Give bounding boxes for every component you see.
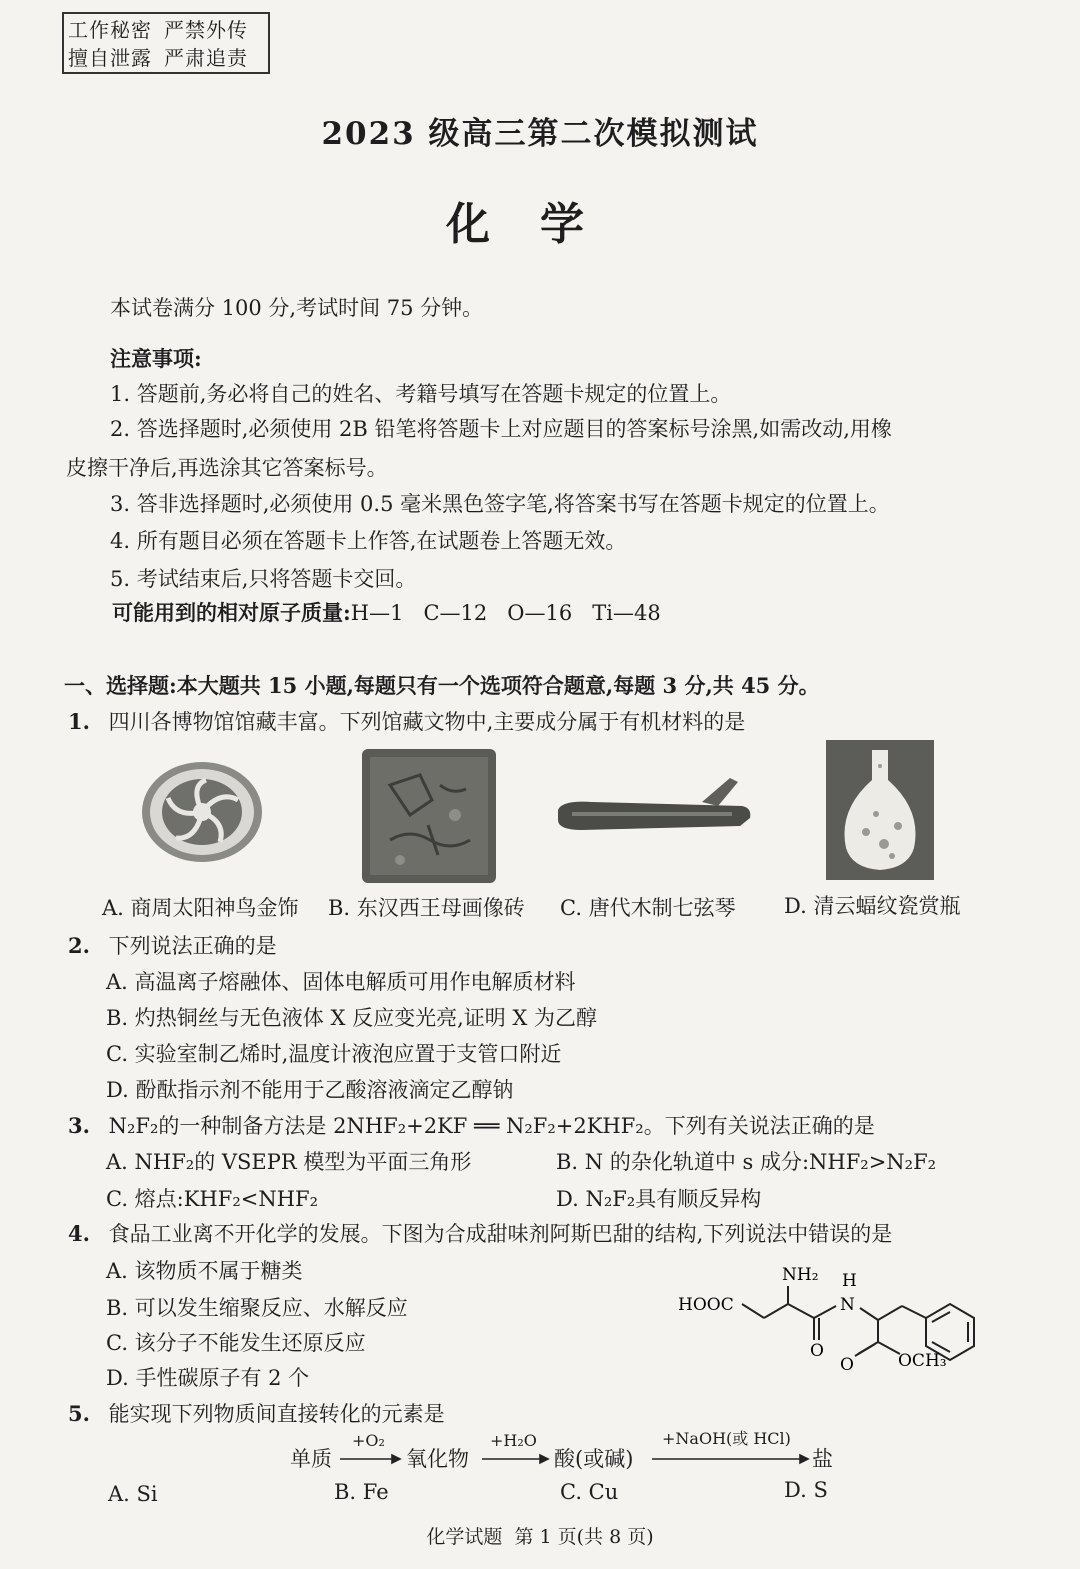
question-stem: 下列说法正确的是 xyxy=(108,934,277,958)
qing-porcelain-vase-image xyxy=(826,740,934,880)
nh2-label: NH₂ xyxy=(782,1265,819,1285)
hooc-label: HOOC xyxy=(678,1295,734,1315)
option-b: B. 可以发生缩聚反应、水解反应 xyxy=(106,1296,408,1320)
notes-title: 注意事项: xyxy=(110,346,202,371)
option-d: D. S xyxy=(784,1478,828,1502)
stamp-text: 工作秘密 xyxy=(68,18,152,42)
note-item: 4. 所有题目必须在答题卡上作答,在试题卷上答题无效。 xyxy=(110,529,627,553)
option-a: A. 该物质不属于糖类 xyxy=(106,1259,303,1283)
carbonyl-o-label: O xyxy=(810,1341,824,1361)
option-c: C. 熔点:KHF₂<NHF₂ xyxy=(106,1187,319,1211)
chain-species: 单质 xyxy=(290,1447,332,1471)
aspartame-structure xyxy=(672,1256,1012,1386)
question-stem: 食品工业离不开化学的发展。下图为合成甜味剂阿斯巴甜的结构,下列说法中错误的是 xyxy=(108,1222,893,1246)
question-number: 1. xyxy=(68,709,90,734)
question-stem: 四川各博物馆馆藏丰富。下列馆藏文物中,主要成分属于有机材料的是 xyxy=(108,710,746,734)
option-b: B. Fe xyxy=(334,1480,389,1504)
option-d: D. N₂F₂具有顺反异构 xyxy=(556,1187,762,1211)
question-number: 4. xyxy=(68,1221,90,1246)
stamp-text: 擅自泄露 xyxy=(68,46,152,70)
note-item: 1. 答题前,务必将自己的姓名、考籍号填写在答题卡规定的位置上。 xyxy=(110,382,732,406)
option-d: D. 清云蝠纹瓷赏瓶 xyxy=(784,894,961,918)
n-label: N xyxy=(840,1295,855,1315)
question-5 xyxy=(68,1398,445,1428)
option-b: B. 东汉西王母画像砖 xyxy=(328,896,525,920)
reagent-label: +O₂ xyxy=(352,1431,385,1450)
intro-text: 本试卷满分 100 分,考试时间 75 分钟。 xyxy=(110,296,484,320)
option-a: A. Si xyxy=(108,1482,158,1506)
note-item-cont: 皮擦干净后,再选涂其它答案标号。 xyxy=(66,456,388,480)
ester-o-label: O xyxy=(840,1355,854,1375)
h-label: H xyxy=(842,1271,857,1291)
och3-label: OCH₃ xyxy=(898,1351,947,1371)
question-number: 5. xyxy=(68,1401,90,1426)
han-brick-relief-image xyxy=(360,745,500,887)
page-footer: 化学试题 第 1 页(共 8 页) xyxy=(426,1526,654,1548)
note-item: 2. 答选择题时,必须使用 2B 铅笔将答题卡上对应题目的答案标号涂黑,如需改动,用橡 xyxy=(110,417,892,441)
chain-species: 氧化物 xyxy=(406,1447,469,1471)
reagent-label: +H₂O xyxy=(490,1431,537,1450)
reagent-label: +NaOH(或 HCl) xyxy=(662,1429,791,1448)
exam-title: 2023 级高三第二次模拟测试 xyxy=(321,116,759,152)
option-d: D. 酚酞指示剂不能用于乙酸溶液滴定乙醇钠 xyxy=(106,1078,514,1102)
note-item: 5. 考试结束后,只将答题卡交回。 xyxy=(110,567,417,591)
question-number: 2. xyxy=(68,933,90,958)
atomic-mass-line xyxy=(112,597,661,627)
atomic-mass-label: 可能用到的相对原子质量: xyxy=(112,600,351,625)
atomic-mass-values: H—1 C—12 O—16 Ti—48 xyxy=(350,601,661,625)
option-c: C. Cu xyxy=(560,1480,619,1504)
question-1 xyxy=(68,706,745,736)
question-number: 3. xyxy=(68,1113,90,1138)
question-3 xyxy=(68,1110,875,1140)
section-heading: 一、选择题:本大题共 15 小题,每题只有一个选项符合题意,每题 3 分,共 45 分。 xyxy=(64,673,820,698)
question-4 xyxy=(68,1218,892,1248)
chain-species: 盐 xyxy=(812,1447,833,1471)
question-2 xyxy=(68,930,277,960)
option-c: C. 唐代木制七弦琴 xyxy=(560,896,736,920)
option-b: B. N 的杂化轨道中 s 成分:NHF₂>N₂F₂ xyxy=(556,1150,937,1174)
option-d: D. 手性碳原子有 2 个 xyxy=(106,1366,310,1390)
stamp-text: 严禁外传 xyxy=(164,18,248,42)
option-a: A. NHF₂的 VSEPR 模型为平面三角形 xyxy=(106,1150,472,1174)
chain-species: 酸(或碱) xyxy=(554,1447,634,1471)
option-b: B. 灼热铜丝与无色液体 X 反应变光亮,证明 X 为乙醇 xyxy=(106,1006,598,1030)
tang-wooden-guqin-image xyxy=(552,772,757,842)
sun-bird-gold-ornament-image xyxy=(140,760,270,870)
note-item: 3. 答非选择题时,必须使用 0.5 毫米黑色签字笔,将答案书写在答题卡规定的位置上。 xyxy=(110,492,890,516)
option-c: C. 该分子不能发生还原反应 xyxy=(106,1331,366,1355)
question-stem: N₂F₂的一种制备方法是 2NHF₂+2KF ══ N₂F₂+2KHF₂。下列有关说法正确的是 xyxy=(108,1114,875,1138)
option-a: A. 商周太阳神鸟金饰 xyxy=(102,896,299,920)
conversion-chain xyxy=(286,1426,846,1476)
subject-title: 化学 xyxy=(446,199,634,250)
option-c: C. 实验室制乙烯时,温度计液泡应置于支管口附近 xyxy=(106,1042,562,1066)
stamp-text: 严肃追责 xyxy=(164,46,248,70)
question-stem: 能实现下列物质间直接转化的元素是 xyxy=(108,1402,445,1426)
option-a: A. 高温离子熔融体、固体电解质可用作电解质材料 xyxy=(106,970,576,994)
confidential-stamp xyxy=(62,12,270,74)
